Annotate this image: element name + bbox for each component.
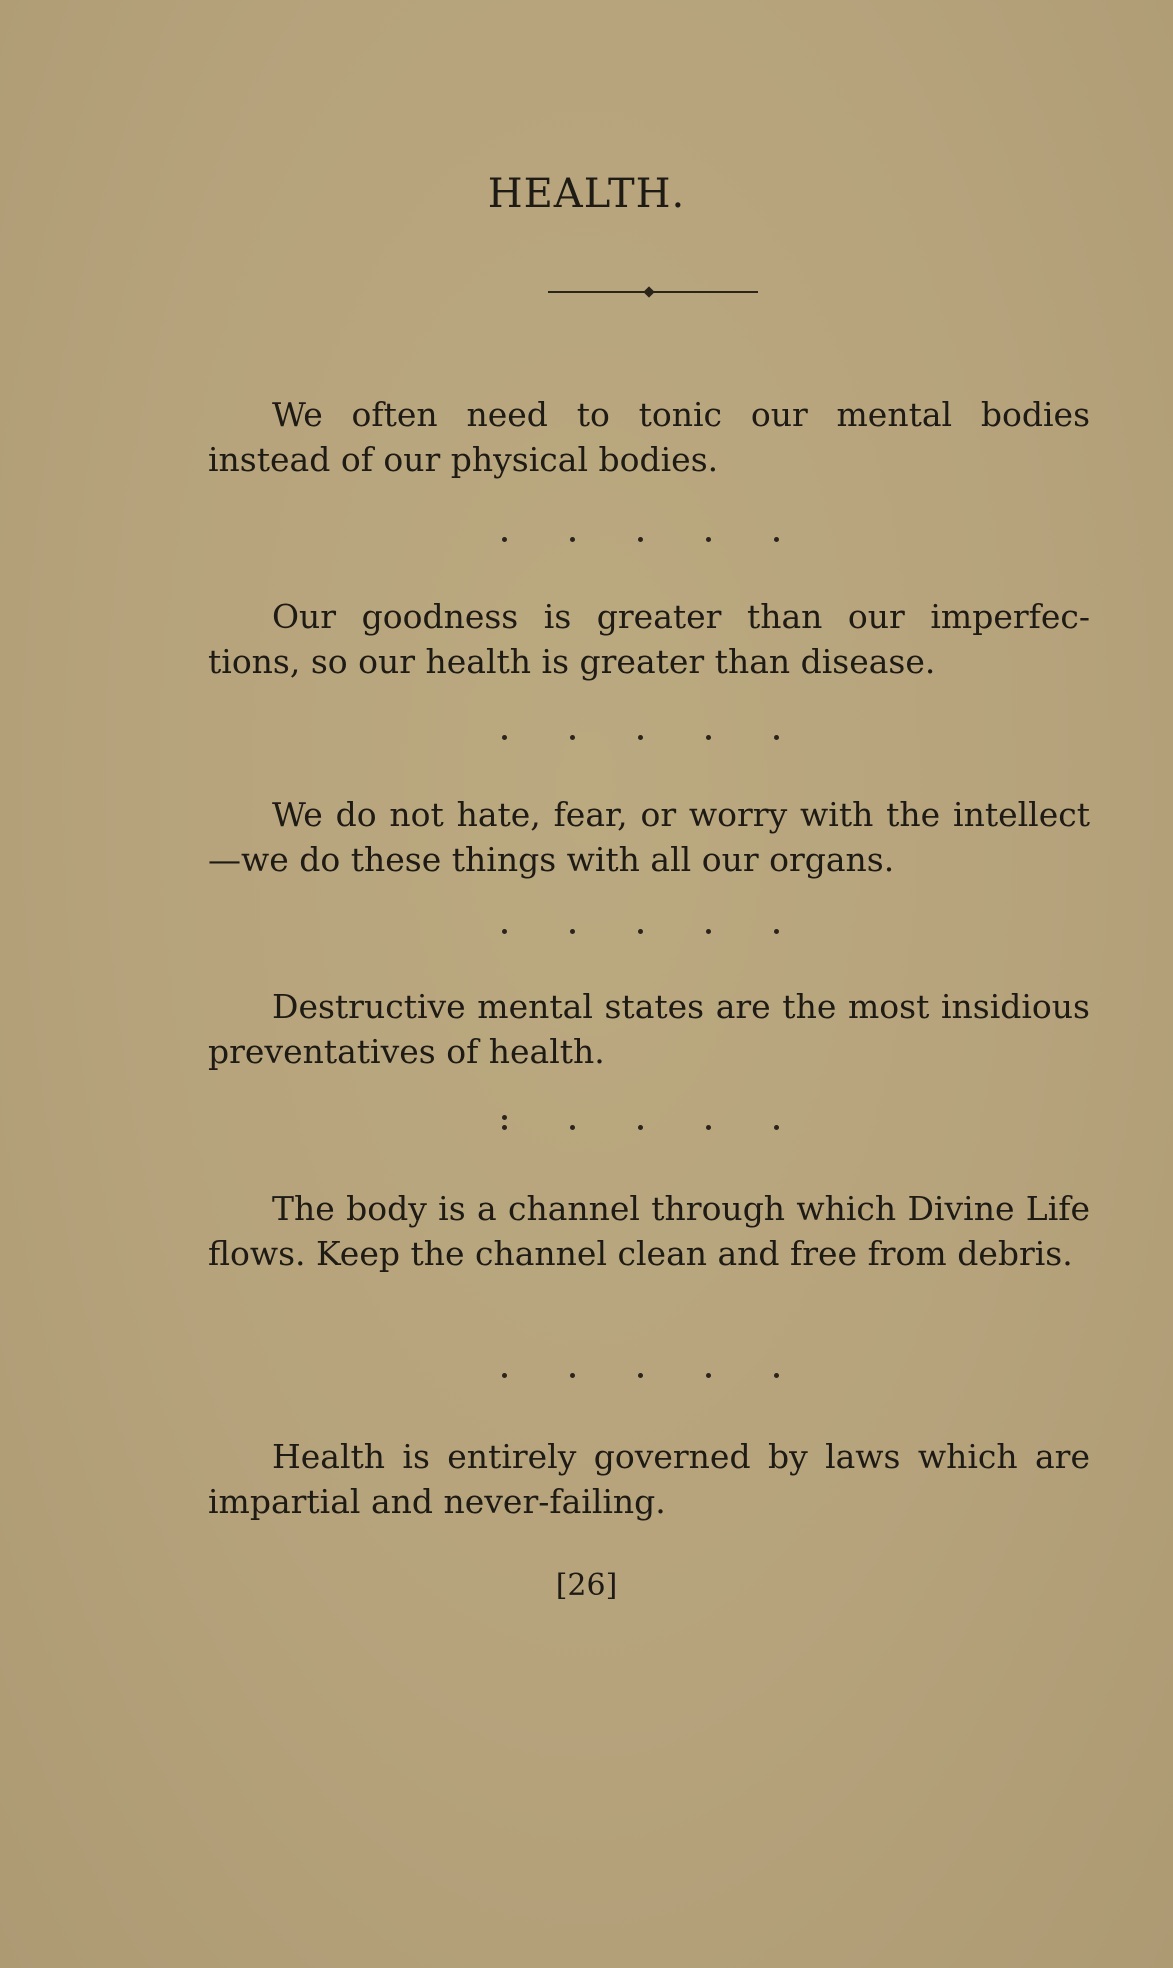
paragraph-5: The body is a channel through which Divine Life flows. Keep the channel clean and free from debris. <box>208 1189 1090 1273</box>
separator-dot <box>774 735 779 740</box>
section-separator-dots <box>502 537 782 547</box>
separator-dot <box>570 1125 575 1130</box>
paragraph-6: Health is entirely governed by laws which are impartial and never-failing. <box>208 1437 1090 1521</box>
separator-dot <box>570 735 575 740</box>
separator-dot <box>706 537 711 542</box>
separator-dot <box>706 1373 711 1378</box>
diamond-icon <box>643 286 654 297</box>
separator-dot <box>706 735 711 740</box>
separator-dot <box>638 1373 643 1378</box>
separator-dot <box>502 1373 507 1378</box>
separator-dot <box>774 929 779 934</box>
title-ornament-rule <box>548 287 758 297</box>
separator-dot <box>638 1125 643 1130</box>
separator-dot <box>502 1125 507 1130</box>
separator-dot <box>570 1373 575 1378</box>
separator-dot <box>570 537 575 542</box>
separator-dot <box>774 1125 779 1130</box>
paragraph-2: Our goodness is greater than our imperfec- tions, so our health is greater than disease. <box>208 597 1090 681</box>
separator-dot <box>502 735 507 740</box>
separator-dot <box>706 1125 711 1130</box>
section-separator-dots <box>502 1373 782 1383</box>
page-title: HEALTH. <box>487 171 686 217</box>
section-separator-dots <box>502 929 782 939</box>
separator-dot <box>570 929 575 934</box>
separator-dot <box>774 537 779 542</box>
paragraph-1: We often need to tonic our mental bodies instead of our physical bodies. <box>208 395 1090 479</box>
separator-dot <box>706 929 711 934</box>
paragraph-4: Destructive mental states are the most insidious preventatives of health. <box>208 987 1090 1071</box>
page-number: [26] <box>555 1568 618 1603</box>
separator-dot <box>502 537 507 542</box>
separator-dot <box>502 929 507 934</box>
section-separator-dots <box>502 735 782 745</box>
separator-dot <box>638 735 643 740</box>
paragraph-3: We do not hate, fear, or worry with the intellect—we do these things with all our organs. <box>208 795 1090 879</box>
separator-dot <box>638 537 643 542</box>
separator-dot <box>774 1373 779 1378</box>
separator-dot <box>638 929 643 934</box>
section-separator-dots <box>502 1125 782 1135</box>
separator-dot <box>502 1115 507 1120</box>
